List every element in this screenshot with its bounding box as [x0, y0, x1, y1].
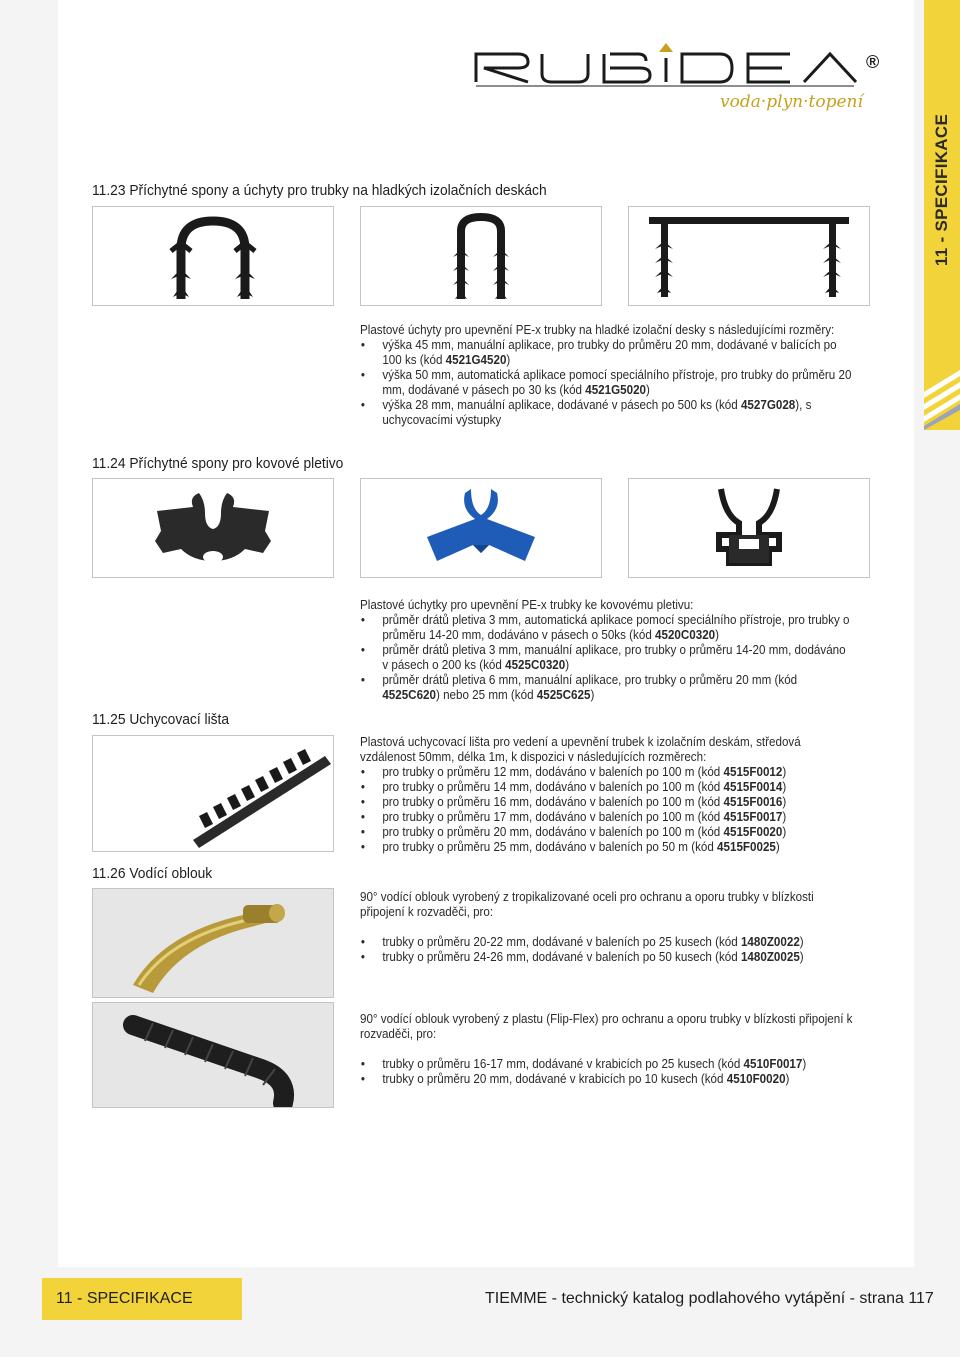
- list-item: • výška 45 mm, manuální aplikace, pro trubky do průměru 20 mm, dodávané v balících po 100 ks (kód 4521G4520): [360, 338, 853, 368]
- footer-section-label: 11 - SPECIFIKACE: [56, 1290, 193, 1307]
- section-11-25-title: 11.25 Uchycovací lišta: [92, 711, 230, 728]
- brand-tagline: voda·plyn·topení: [720, 92, 863, 112]
- mesh-clip-blue-icon: [361, 479, 601, 577]
- list-item: • pro trubky o průměru 25 mm, dodáváno v baleních po 50 m (kód 4515F0025): [360, 840, 853, 855]
- product-image-steel-bend: [92, 888, 334, 998]
- logo-accent-triangle: [659, 43, 673, 52]
- u-clip-50-icon: [361, 207, 601, 305]
- product-image-clip-50mm: [360, 206, 602, 306]
- list-item: • pro trubky o průměru 12 mm, dodáváno v baleních po 100 m (kód 4515F0012): [360, 765, 853, 780]
- list-item: • pro trubky o průměru 16 mm, dodáváno v baleních po 100 m (kód 4515F0016): [360, 795, 853, 810]
- product-image-clip-28mm: [628, 206, 870, 306]
- section-11-26-metal-description: [360, 890, 853, 965]
- section-11-25-list: [360, 765, 853, 855]
- side-tab-stripes: [924, 330, 960, 430]
- section-11-26-metal-list: [360, 935, 853, 965]
- list-item: • průměr drátů pletiva 3 mm, automatická aplikace pomocí speciálního přístroje, pro trubky o průměru 14-20 mm, dodáváno v pásech o 50ks (kód 4520C0320): [360, 613, 853, 643]
- section-11-26-metal-intro: 90° vodící oblouk vyrobený z tropikalizované oceli pro ochranu a oporu trubky v blízkosti připojení k rozvaděči, pro:: [360, 890, 814, 919]
- list-item: • výška 50 mm, automatická aplikace pomocí speciálního přístroje, pro trubky do průměru 20 mm, dodávané v pásech po 30 ks (kód 4521G5020): [360, 368, 853, 398]
- list-item: • trubky o průměru 20 mm, dodávané v krabicích po 10 kusech (kód 4510F0020): [360, 1072, 853, 1087]
- list-item: • výška 28 mm, manuální aplikace, dodávané v pásech po 500 ks (kód 4527G028), s uchycovacími výstupky: [360, 398, 853, 428]
- plastic-bend-icon: [93, 1003, 333, 1107]
- section-11-24-intro: Plastové úchytky pro upevnění PE-x trubky ke kovovému pletivu:: [360, 598, 694, 612]
- steel-bend-icon: [93, 889, 333, 997]
- section-11-24-title: 11.24 Příchytné spony pro kovové pletivo: [92, 455, 344, 472]
- list-item: • pro trubky o průměru 20 mm, dodáváno v baleních po 100 m (kód 4515F0020): [360, 825, 853, 840]
- list-item: • pro trubky o průměru 17 mm, dodáváno v baleních po 100 m (kód 4515F0017): [360, 810, 853, 825]
- mesh-clip-6mm-icon: [629, 479, 869, 577]
- u-clip-45-icon: [93, 207, 333, 305]
- list-item: • pro trubky o průměru 14 mm, dodáváno v baleních po 100 m (kód 4515F0014): [360, 780, 853, 795]
- product-image-mesh-clip-blue: [360, 478, 602, 578]
- product-image-rail: [92, 735, 334, 852]
- list-item: • trubky o průměru 24-26 mm, dodávané v baleních po 50 kusech (kód 1480Z0025): [360, 950, 853, 965]
- footer-page-info: TIEMME - technický katalog podlahového vytápění - strana 117: [485, 1290, 934, 1307]
- section-11-24-description: [360, 598, 853, 703]
- logo-wordmark: [470, 40, 880, 90]
- section-11-23-list: [360, 338, 853, 428]
- section-11-26-title: 11.26 Vodící oblouk: [92, 865, 213, 882]
- fixing-rail-icon: [93, 736, 333, 851]
- side-tab-label: 11 - SPECIFIKACE: [932, 113, 951, 267]
- section-11-26-plastic-intro: 90° vodící oblouk vyrobený z plastu (Flip-Flex) pro ochranu a oporu trubky v blízkosti připojení k rozvaděči, pro:: [360, 1012, 853, 1041]
- section-11-23-intro: Plastové úchyty pro upevnění PE-x trubky na hladké izolační desky s následujícími rozměry:: [360, 323, 835, 337]
- product-image-mesh-clip-6mm: [628, 478, 870, 578]
- section-11-25-description: [360, 735, 853, 855]
- staple-clip-28-icon: [629, 207, 869, 305]
- section-11-26-plastic-description: [360, 1012, 853, 1087]
- list-item: • průměr drátů pletiva 3 mm, manuální aplikace, pro trubky o průměru 14-20 mm, dodáváno v pásech o 200 ks (kód 4525C0320): [360, 643, 853, 673]
- section-11-23-title: 11.23 Příchytné spony a úchyty pro trubky na hladkých izolačních deskách: [92, 182, 547, 199]
- product-image-plastic-bend: [92, 1002, 334, 1108]
- mesh-clip-black-icon: [93, 479, 333, 577]
- section-11-25-intro: Plastová uchycovací lišta pro vedení a upevnění trubek k izolačním deskám, středová vzdálenost 50mm, délka 1m, k dispozici v následujících rozměrech:: [360, 735, 801, 764]
- section-11-26-plastic-list: [360, 1057, 853, 1087]
- registered-mark: ®: [866, 52, 880, 72]
- product-image-clip-45mm: [92, 206, 334, 306]
- product-image-mesh-clip-black: [92, 478, 334, 578]
- list-item: • trubky o průměru 20-22 mm, dodávané v baleních po 25 kusech (kód 1480Z0022): [360, 935, 853, 950]
- list-item: • průměr drátů pletiva 6 mm, manuální aplikace, pro trubky o průměru 20 mm (kód 4525C620) nebo 25 mm (kód 4525C625): [360, 673, 853, 703]
- list-item: • trubky o průměru 16-17 mm, dodávané v krabicích po 25 kusech (kód 4510F0017): [360, 1057, 853, 1072]
- section-11-23-description: [360, 323, 853, 428]
- section-11-24-list: [360, 613, 853, 703]
